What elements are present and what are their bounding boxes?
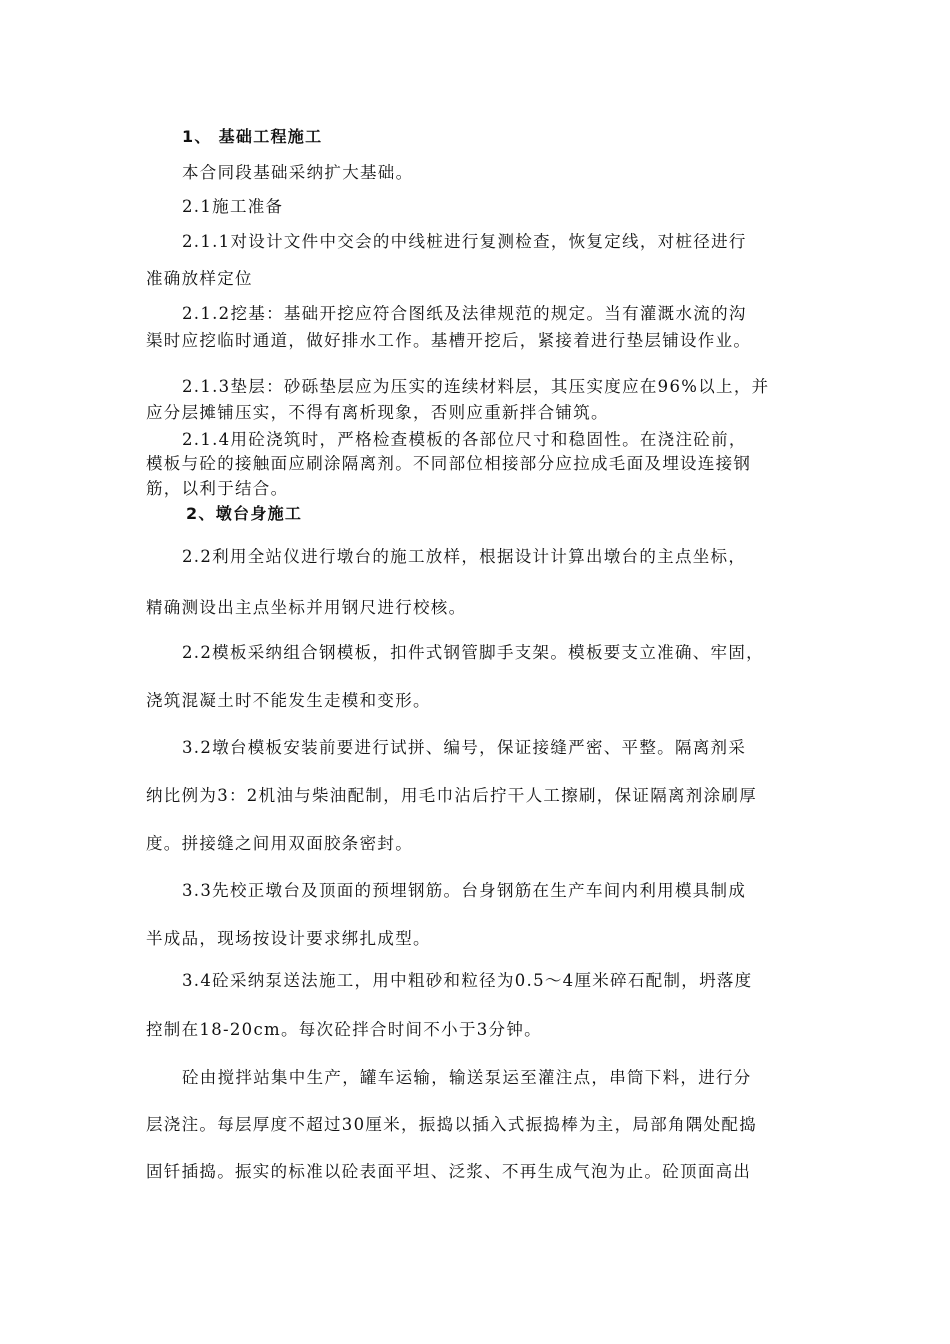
paragraph-2-1-3-line-2: 应分层摊铺压实，不得有离析现象，否则应重新拌合铺筑。	[146, 403, 609, 422]
paragraph-2-1-4-line-2: 模板与砼的接触面应刷涂隔离剂。不同部位相接部分应拉成毛面及埋设连接钢	[146, 454, 752, 473]
paragraph-3-2-line-1: 3.2墩台模板安装前要进行试拼、编号，保证接缝严密、平整。隔离剂采	[182, 738, 747, 757]
paragraph-3-2-line-2: 纳比例为3：2机油与柴油配制，用毛巾沾后拧干人工擦刷，保证隔离剂涂刷厚	[146, 786, 757, 805]
paragraph-2-1-2-line-2: 渠时应挖临时通道，做好排水工作。基槽开挖后，紧接着进行垫层铺设作业。	[146, 331, 752, 350]
paragraph-3-4-line-1: 3.4砼采纳泵送法施工，用中粗砂和粒径为0.5～4厘米碎石配制，坍落度	[182, 971, 753, 990]
section-1-heading: 1、 基础工程施工	[182, 127, 323, 146]
paragraph-2-1-1-line-1: 2.1.1对设计文件中交会的中线桩进行复测检查，恢复定线，对桩径进行	[182, 232, 747, 251]
paragraph-2-2a-line-2: 精确测设出主点坐标并用钢尺进行校核。	[146, 598, 467, 617]
paragraph-2-1-2-line-1: 2.1.2挖基：基础开挖应符合图纸及法律规范的规定。当有灌溉水流的沟	[182, 304, 747, 323]
paragraph-3-2-line-3: 度。拼接缝之间用双面胶条密封。	[146, 834, 413, 853]
subheading-2-1: 2.1施工准备	[182, 197, 284, 216]
paragraph-2-1-4-line-3: 筋，以利于结合。	[146, 479, 289, 498]
paragraph-2-1-4-line-1: 2.1.4用砼浇筑时，严格检查模板的各部位尺寸和稳固性。在浇注砼前，	[182, 430, 747, 449]
paragraph-3-3-line-2: 半成品，现场按设计要求绑扎成型。	[146, 929, 431, 948]
paragraph-3-4-line-2: 控制在18-20cm。每次砼拌合时间不小于3分钟。	[146, 1020, 542, 1039]
paragraph-2-2b-line-1: 2.2模板采纳组合钢模板，扣件式钢管脚手支架。模板要支立准确、牢固，	[182, 643, 764, 662]
paragraph-intro: 本合同段基础采纳扩大基础。	[182, 163, 414, 182]
paragraph-3-5-line-1: 砼由搅拌站集中生产，罐车运输，输送泵运至灌注点，串筒下料，进行分	[182, 1068, 752, 1087]
paragraph-3-5-line-3: 固钎插捣。振实的标准以砼表面平坦、泛浆、不再生成气泡为止。砼顶面高出	[146, 1162, 752, 1181]
paragraph-3-3-line-1: 3.3先校正墩台及顶面的预埋钢筋。台身钢筋在生产车间内利用模具制成	[182, 881, 747, 900]
paragraph-3-5-line-2: 层浇注。每层厚度不超过30厘米，振捣以插入式振捣棒为主，局部角隅处配捣	[146, 1115, 757, 1134]
paragraph-2-1-1-line-2: 准确放样定位	[146, 269, 253, 288]
paragraph-2-2a-line-1: 2.2利用全站仪进行墩台的施工放样，根据设计计算出墩台的主点坐标，	[182, 547, 747, 566]
paragraph-2-1-3-line-1: 2.1.3垫层：砂砾垫层应为压实的连续材料层，其压实度应在96%以上，并	[182, 377, 770, 396]
paragraph-2-2b-line-2: 浇筑混凝土时不能发生走模和变形。	[146, 691, 431, 710]
section-2-heading: 2、墩台身施工	[186, 504, 303, 523]
